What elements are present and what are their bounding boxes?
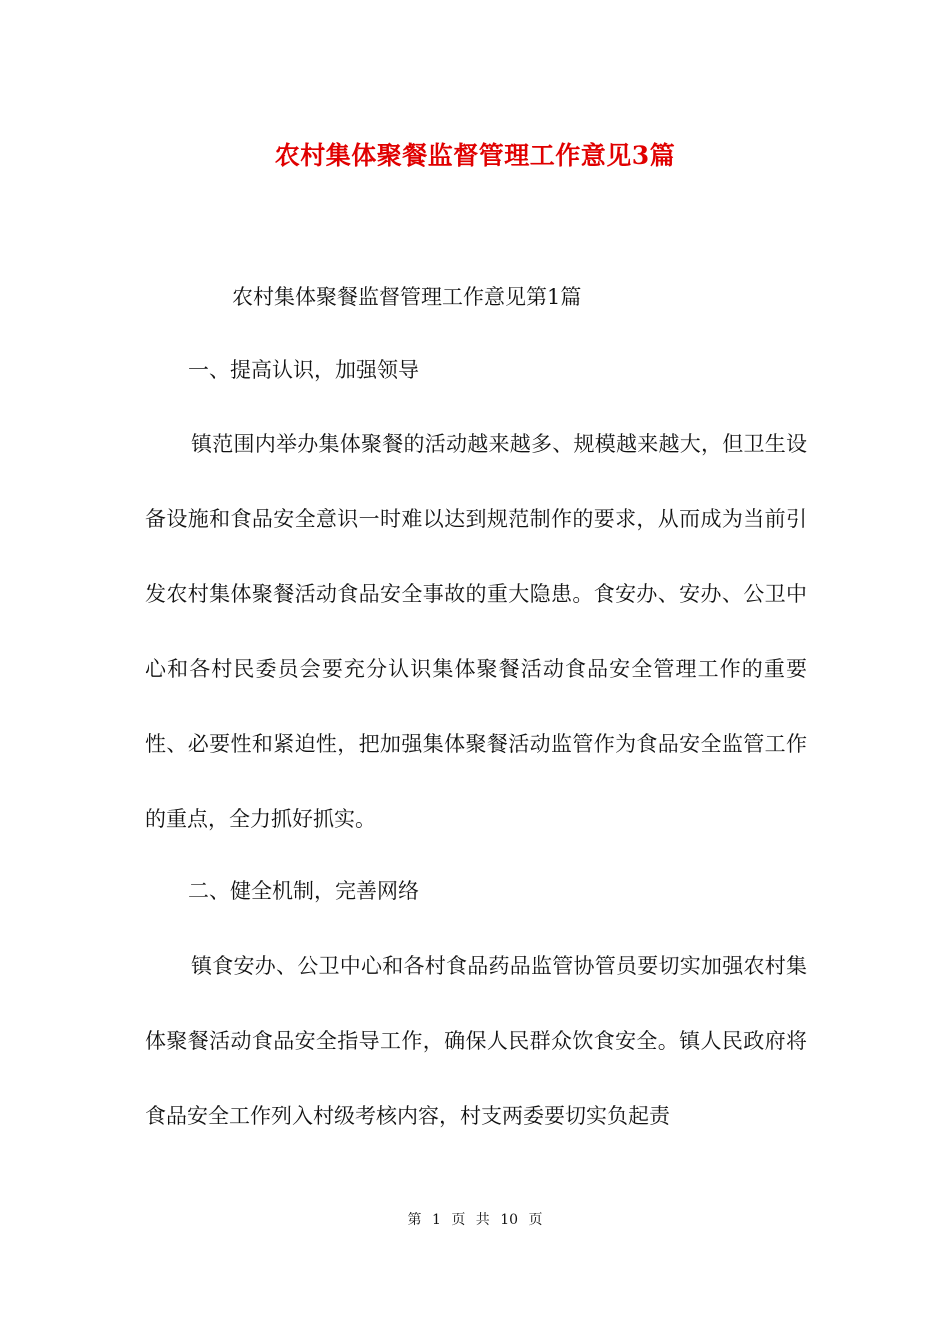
footer-total-prefix: 共 [475, 1212, 490, 1228]
footer-page-label: 页 [451, 1212, 466, 1228]
section-heading-1: 一、提高认识，加强领导 [188, 358, 419, 382]
footer-suffix: 页 [528, 1212, 543, 1228]
page-footer [0, 1209, 950, 1229]
section-paragraph-1: 镇范围内举办集体聚餐的活动越来越多、规模越来越大，但卫生设备设施和食品安全意识一时难以达到规范制作的要求，从而成为当前引发农村集体聚餐活动食品安全事故的重大隐患。食安办、安办、公卫中心和各村民委员会要充分认识集体聚餐活动食品安全管理工作的重要性、必要性和紧迫性，把加强集体聚餐活动监管作为食品安全监管工作的重点，全力抓好抓实。 [145, 432, 807, 831]
document-title: 农村集体聚餐监督管理工作意见3篇 [274, 141, 676, 170]
section-paragraph-2: 镇食安办、公卫中心和各村食品药品监管协管员要切实加强农村集体聚餐活动食品安全指导工作，确保人民群众饮食安全。镇人民政府将食品安全工作列入村级考核内容，村支两委要切实负起责 [145, 954, 807, 1128]
section-heading-2: 二、健全机制，完善网络 [188, 879, 419, 903]
section-subtitle: 农村集体聚餐监督管理工作意见第1篇 [232, 285, 582, 309]
footer-current-page: 1 [431, 1212, 441, 1228]
footer-prefix: 第 [407, 1212, 422, 1228]
footer-total-pages: 10 [500, 1212, 519, 1228]
